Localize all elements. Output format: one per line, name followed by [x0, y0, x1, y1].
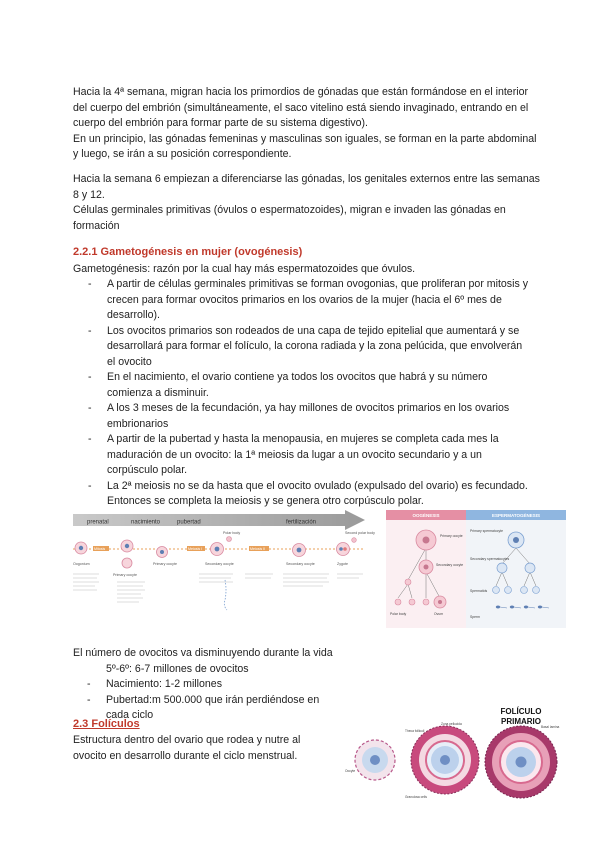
stage-label-puberty: pubertad: [177, 519, 201, 526]
cell-label: Zygote: [337, 562, 348, 566]
follicle-label: Zona pellucida: [441, 722, 462, 726]
cell-nucleus: [160, 550, 164, 554]
cell-label: Polar body: [390, 612, 407, 616]
ovogenesis-bullet-list: [74, 277, 529, 510]
sperm-cell: [510, 606, 514, 608]
stage-label-birth: nacimiento: [131, 519, 161, 526]
intro-paragraph-4: Células germinales primitivas (óvulos o espermatozoides), migran e invaden las gónadas en formación: [73, 204, 506, 232]
cell-label: Primary spermatocyte: [470, 529, 503, 533]
section-heading-follicles: 2.3 Folículos: [73, 718, 140, 730]
meiosis-2-tag-label: Meiosis II: [250, 547, 266, 551]
follicle-label: Theca folliculi: [405, 729, 425, 733]
second-polar-body-cell: [352, 538, 357, 543]
spermatid-cell: [533, 587, 540, 594]
oocyte-nucleus: [516, 757, 527, 768]
follicle-label: Granulosa cells: [405, 795, 427, 799]
oocyte-nucleus: [370, 755, 380, 765]
sperm-path: [224, 580, 227, 610]
timeline-arrow: [73, 510, 365, 530]
intro-paragraph-2: En un principio, las gónadas femeninas y masculinas son iguales, se forman en la parte abdominal y luego, se irán a su posición correspondiente.: [73, 132, 537, 160]
section-heading-ovogenesis: 2.2.1 Gametogénesis en mujer (ovogénesis): [73, 246, 303, 258]
secondary-spermatocyte-cell: [497, 563, 507, 573]
sperm-cell: [538, 606, 542, 608]
cell-nucleus: [343, 547, 347, 551]
cell-label: Secondary spermatocytes: [470, 557, 510, 561]
cell-nucleus: [125, 544, 129, 548]
follicle-label: Basal lamina: [541, 725, 560, 729]
secondary-spermatocyte-cell: [525, 563, 535, 573]
sperm-cell: [524, 606, 528, 608]
primary-follicle-large: [485, 725, 560, 798]
follicle-figure-title: FOLÍCULO PRIMARIO: [500, 707, 542, 726]
stage-label-prenatal: prenatal: [87, 519, 109, 526]
list-item: - La 2ª meiosis no se da hasta que el ovocito ovulado (expulsado del ovario) es fecundado. Entonces se completa la meiosis y se genera otro corpúsculo polar.: [74, 479, 529, 510]
stage-label-fertilization: fertilización: [286, 519, 317, 526]
cell-nucleus: [513, 537, 519, 543]
list-item: - Nacimiento: 1-2 millones: [73, 677, 373, 693]
cell-nucleus: [297, 548, 302, 553]
cell-label: Secondary oocyte: [436, 563, 464, 567]
list-item: - A partir de células germinales primitivas se forman ovogonias, que proliferan por mitosis y crecen para formar ovocitos primarios en los ovarios de la mujer (hacia el 6º mes de desarrollo).: [74, 277, 529, 324]
list-item: - En el nacimiento, el ovario contiene ya todos los ovocitos que habrá y su número comienza a disminuir.: [74, 370, 529, 401]
oogenesis-header-label: OOGÉNESIS: [412, 513, 440, 518]
oogenesis-timeline-figure: [73, 510, 375, 612]
follicle-figure: [345, 716, 560, 808]
polar-body-cell: [395, 599, 401, 605]
cell-nucleus: [423, 537, 430, 544]
cell-label: Primary oocyte: [440, 534, 463, 538]
oocyte-nucleus: [440, 755, 450, 765]
mitosis-tag-label: Mitosis: [94, 547, 106, 551]
cell-label: Oogonium: [73, 562, 90, 566]
oocyte-count-list: [73, 677, 373, 724]
cell-label: Secondary oocyte: [286, 562, 315, 566]
cell-label: Polar body: [223, 531, 241, 535]
gametogenesis-intro: Gametogénesis: razón por la cual hay más espermatozoides que óvulos.: [73, 263, 416, 275]
cell-nucleus: [215, 547, 220, 552]
follicle-label: Oocyte: [345, 769, 356, 773]
primordial-follicle: [355, 740, 395, 780]
oocyte-count-block: [73, 646, 373, 724]
cell-nucleus: [339, 547, 343, 551]
primary-oocyte-cell: [122, 558, 132, 568]
intro-paragraph-1: Hacia la 4ª semana, migran hacia los primordios de gónadas que están formándose en el interior del cuerpo del embrión (simultáneamente, el saco vitelino está siendo invaginado, entrando en el cuerpo del embrión para formar parte de su sistema digestivo).: [73, 86, 529, 129]
cell-label: Sperm: [470, 615, 480, 619]
list-item: - A partir de la pubertad y hasta la menopausia, en mujeres se completa cada mes la maduración de un ovocito: la 1ª meiosis da lugar a un ovocito secundario y a un corpúsculo polar.: [74, 432, 529, 479]
spermatid-cell: [521, 587, 528, 594]
follicles-description: Estructura dentro del ovario que rodea y nutre al ovocito en desarrollo durante el ciclo menstrual.: [73, 734, 301, 762]
cell-nucleus: [438, 600, 442, 604]
timeline-notes: [73, 574, 363, 602]
zygote-cell: [337, 543, 350, 556]
polar-body-cell: [227, 537, 232, 542]
primary-follicle-small: [411, 726, 479, 794]
cell-label: Spermatids: [470, 589, 488, 593]
cell-label: Primary oocyte: [153, 562, 177, 566]
oocyte-count-fetal: 5º-6º: 6-7 millones de ovocitos: [106, 662, 249, 675]
list-item: - Pubertad:m 500.000 que irán perdiéndose en cada ciclo: [73, 693, 342, 724]
spermatid-cell: [493, 587, 500, 594]
intro-block-1: [73, 85, 543, 163]
cell-label: Ovum: [434, 612, 444, 616]
list-item: - Los ovocitos primarios son rodeados de una capa de tejido epitelial que aumentará y se desarrollará para formar el folículo, la corona radiada y la zona pelúcida, que envolverán el ovocito: [74, 324, 529, 371]
cell-nucleus: [79, 546, 83, 550]
list-item: - A los 3 meses de la fecundación, ya hay millones de ovocitos primarios en los ovarios embrionarios: [74, 401, 529, 432]
cell-label: Primary oocyte: [113, 573, 137, 577]
polar-body-cell: [405, 579, 411, 585]
cell-nucleus: [424, 565, 429, 570]
oogenesis-spermatogenesis-figure: [386, 510, 566, 628]
intro-block-2: [73, 172, 543, 234]
cell-label: Second polar body: [345, 531, 375, 535]
oocyte-count-intro: El número de ovocitos va disminuyendo durante la vida: [73, 647, 333, 659]
spermatid-cell: [505, 587, 512, 594]
cell-label: Secondary oocyte: [205, 562, 234, 566]
polar-body-cell: [423, 599, 429, 605]
sperm-cell: [496, 606, 500, 608]
spermatogenesis-header-label: ESPERMATOGÉNESIS: [491, 513, 541, 518]
intro-paragraph-3: Hacia la semana 6 empiezan a diferenciarse las gónadas, los genitales externos entre las semanas 8 y 12.: [73, 173, 540, 201]
polar-body-cell: [409, 599, 415, 605]
meiosis-1-tag-label: Meiosis I: [188, 547, 203, 551]
